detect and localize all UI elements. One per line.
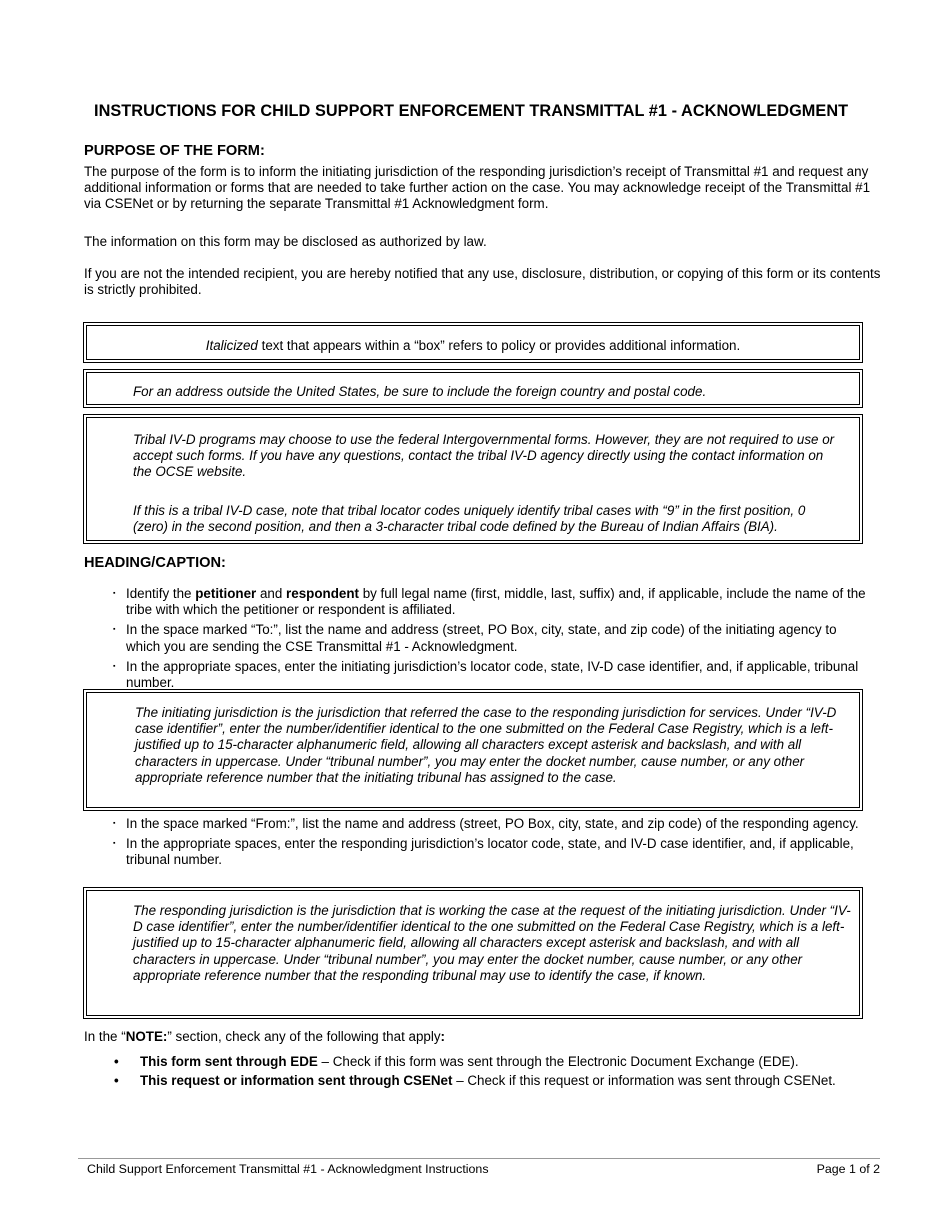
page-footer <box>78 1158 880 1176</box>
footer-title: Child Support Enforcement Transmittal #1 - Acknowledgment Instructions <box>87 1162 489 1176</box>
initiating-jurisdiction-box <box>83 689 863 811</box>
from-bullet-list <box>110 816 870 873</box>
page-title: INSTRUCTIONS FOR CHILD SUPPORT ENFORCEMENT TRANSMITTAL #1 - ACKNOWLEDGMENT <box>94 102 849 120</box>
tribal-locator-text: If this is a tribal IV-D case, note that tribal locator codes uniquely identify tribal cases with “9” in the first position, 0 (zero) in the second position, and then a 3-character tribal code defined by the Bureau of Indian Affairs (BIA). <box>133 503 806 535</box>
list-item: ▪ In the appropriate spaces, enter the responding jurisdiction’s locator code, state, and IV-D case identifier, and, if applicable, tribunal number. <box>110 836 870 868</box>
heading-caption-heading: HEADING/CAPTION: <box>84 555 226 571</box>
foreign-address-text: For an address outside the United States, be sure to include the foreign country and postal code. <box>133 384 707 399</box>
page-number: Page 1 of 2 <box>816 1162 880 1176</box>
list-item: ▪ Identify the petitioner and respondent by full legal name (first, middle, last, suffix) and, if applicable, include the name of the tribe with which the petitioner or respondent is affiliated. <box>110 586 870 618</box>
responding-jurisdiction-box <box>83 887 863 1019</box>
tribal-box <box>83 414 863 544</box>
purpose-heading: PURPOSE OF THE FORM: <box>84 143 265 159</box>
italic-note-box <box>83 322 863 363</box>
tribal-forms-text: Tribal IV-D programs may choose to use the federal Intergovernmental forms. However, they are not required to use or accept such forms. If you have any questions, contact the tribal IV-D agency directly using the contact information on the OCSE website. <box>133 432 835 480</box>
caption-bullet-list <box>110 586 870 695</box>
disclosure-paragraph: The information on this form may be disclosed as authorized by law. <box>84 234 487 249</box>
italic-note-text: Italicized text that appears within a “box” refers to policy or provides additional information. <box>205 338 741 353</box>
foreign-address-box <box>83 369 863 408</box>
list-item: ▪ In the appropriate spaces, enter the initiating jurisdiction’s locator code, state, IV-D case identifier, and, if applicable, tribunal number. <box>110 659 870 691</box>
list-item: ▪ In the space marked “To:”, list the name and address (street, PO Box, city, state, and zip code) of the initiating agency to which you are sending the CSE Transmittal #1 - Acknowledgment. <box>110 622 870 654</box>
note-intro: In the “NOTE:” section, check any of the following that apply: <box>84 1029 445 1044</box>
initiating-jurisdiction-text: The initiating jurisdiction is the jurisdiction that referred the case to the responding jurisdiction for services. Under “IV-D case identifier”, enter the number/identifier identical to the one submitted on the Federal Case Registry, which is a left-justified up to 15-character alphanumeric field, allowing all characters except asterisk and backslash, and with all characters in uppercase. Under “tribunal number”, you may enter the docket number, cause number, or any other appropriate reference number that the initiating tribunal has assigned to the case. <box>135 705 837 785</box>
purpose-paragraph: The purpose of the form is to inform the initiating jurisdiction of the responding jurisdiction’s receipt of Transmittal #1 and request any additional information or forms that are needed to take further action on the case. You may acknowledge receipt of the Transmittal #1 via CSENet or by returning the separate Transmittal #1 Acknowledgment form. <box>84 164 871 212</box>
list-item: ▪ In the space marked “From:”, list the name and address (street, PO Box, city, state, and zip code) of the responding agency. <box>110 816 870 832</box>
list-item: • This form sent through EDE – Check if this form was sent through the Electronic Document Exchange (EDE). <box>112 1054 852 1070</box>
note-list <box>112 1054 852 1092</box>
responding-jurisdiction-text: The responding jurisdiction is the jurisdiction that is working the case at the request of the initiating jurisdiction. Under “IV-D case identifier”, enter the number/identifier identical to the one submitted on the Federal Case Registry, which is a left-justified up to 15-character alphanumeric field, allowing all characters except asterisk and backslash, and with all characters in uppercase. Under “tribunal number”, you may enter the docket number, cause number, or any other appropriate reference number that the responding tribunal may use to identify the case, if known. <box>133 903 851 983</box>
italic-word: Italicized <box>205 338 258 353</box>
list-item: • This request or information sent through CSENet – Check if this request or information was sent through CSENet. <box>112 1073 852 1089</box>
recipient-paragraph: If you are not the intended recipient, you are hereby notified that any use, disclosure, distribution, or copying of this form or its contents is strictly prohibited. <box>84 266 881 298</box>
